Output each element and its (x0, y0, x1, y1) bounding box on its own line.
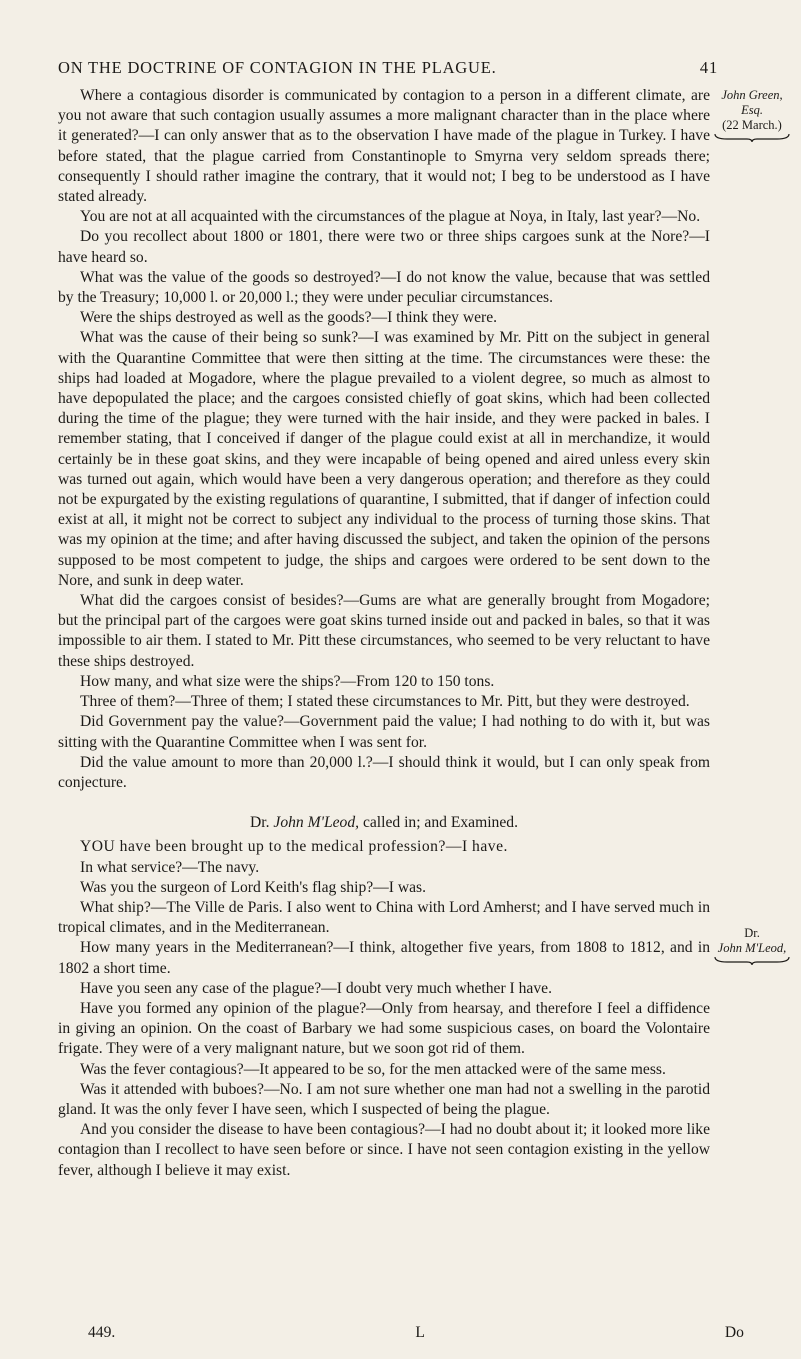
catchword: Do (724, 1324, 744, 1341)
main-text (58, 86, 710, 1181)
sheet-number: 449. (88, 1324, 116, 1341)
margin-witness-2-name: John M'Leod, (717, 941, 787, 955)
brace-icon (713, 956, 791, 966)
paragraph: In what service?—The navy. (80, 858, 260, 876)
paragraph: Where a contagious disorder is communicated by contagion to a person in a different climate, are you not aware that such contagion usually assumes a more malignant character than in the place where it generated?—I can only answer that as to the observation I have made of the plague in Turkey. I have before stated, that the plague carried from Constantinople to Smyrna very seldom spreads there; consequently I should rather imagine the contrary, that it would not; I beg to be understood as I have stated already. (58, 87, 710, 206)
margin-witness-1-date: (22 March.) (722, 118, 782, 132)
page-footer (88, 1324, 744, 1342)
paragraph: What did the cargoes consist of besides?—Gums are what are generally brought from Mogadore; but the principal part of the cargoes were goat skins turned inside out and packed in bales, so that it was impossible to air them. I stated to Mr. Pitt these circumstances, who seemed to be very reluctant to have these ships destroyed. (58, 592, 710, 670)
witness-heading (58, 813, 710, 833)
paragraph: How many years in the Mediterranean?—I think, altogether five years, from 1808 to 1812, and in 1802 a short time. (58, 939, 710, 977)
paragraph: Was it attended with buboes?—No. I am not sure whether one man had not a swelling in the parotid gland. It was the only fever I have seen, which I suspected of being the plague. (58, 1080, 710, 1118)
paragraph: What was the value of the goods so destroyed?—I do not know the value, because that was settled by the Treasury; 10,000 l. or 20,000 l.; they were under peculiar circumstances. (58, 268, 710, 307)
paragraph: YOU have been brought up to the medical profession?—I have. (80, 838, 508, 856)
heading-suffix: called in; and Examined. (359, 814, 518, 832)
paragraph: How many, and what size were the ships?—From 120 to 150 tons. (80, 672, 495, 690)
paragraph: And you consider the disease to have been contagious?—I had no doubt about it; it looked more like contagion than I recollect to have seen before or since. I have not seen contagion existing in the yellow fever, although I believe it may exist. (58, 1121, 710, 1179)
paragraph: What ship?—The Ville de Paris. I also went to China with Lord Amherst; and I have served much in tropical climates, and in the Mediterranean. (58, 898, 710, 937)
paragraph: Three of them?—Three of them; I stated these circumstances to Mr. Pitt, but they were destroyed. (80, 693, 690, 711)
page-number: 41 (699, 58, 718, 77)
paragraph: You are not at all acquainted with the circumstances of the plague at Noya, in Italy, last year?—No. (80, 208, 701, 226)
heading-prefix: Dr. (250, 814, 274, 832)
running-title: ON THE DOCTRINE OF CONTAGION IN THE PLAGUE. (58, 58, 497, 77)
brace-icon (713, 133, 791, 143)
paragraph: Was the fever contagious?—It appeared to be so, for the men attacked were of the same mess. (80, 1060, 666, 1078)
margin-note-witness-2 (712, 926, 792, 966)
running-head (58, 58, 718, 78)
margin-witness-1-suffix: Esq. (741, 103, 763, 117)
paragraph: What was the cause of their being so sunk?—I was examined by Mr. Pitt on the subject in general with the Quarantine Committee that were then sitting at the time. The circumstances were these: the ships had loaded at Mogadore, where the plague prevailed to a violent degree, so much as almost to have depopulated the place; and the cargoes consisted chiefly of goat skins, which had been collected during the time of the plague; they were turned with the hair inside, and they were packed in bales. I remember stating, that I conceived if danger of the plague could exist at all in merchandize, it would certainly be in these goat skins, and they were incapable of being opened and aired unless every skin was turned out again, which would have been a very dangerous operation; and therefore as they could not be expurgated by the existing regulations of quarantine, I submitted, that if danger of infection could exist at all, it might not be correct to subject any individual to the process of turning those skins. That was my opinion at the time; and after having discussed the subject, and taken the opinion of the persons supposed to be most competent to judge, the ships and cargoes were ordered to be sent down to the Nore, and sunk in deep water. (58, 329, 710, 589)
margin-witness-1-name: John Green, (721, 88, 783, 102)
paragraph: Was you the surgeon of Lord Keith's flag ship?—I was. (80, 878, 426, 896)
signature-mark: L (415, 1324, 425, 1341)
paragraph: Have you seen any case of the plague?—I doubt very much whether I have. (80, 979, 552, 997)
margin-note-witness-1 (712, 88, 792, 143)
paragraph: Do you recollect about 1800 or 1801, there were two or three ships cargoes sunk at the Nore?—I have heard so. (58, 228, 710, 266)
paragraph: Were the ships destroyed as well as the goods?—I think they were. (80, 309, 498, 327)
heading-name: John M'Leod, (273, 814, 360, 832)
paragraph: Have you formed any opinion of the plague?—Only from hearsay, and therefore I feel a diffidence in giving an opinion. On the coast of Barbary we had some suspicious cases, on board the Volontaire frigate. They were of a very malignant nature, but we soon got rid of them. (58, 999, 710, 1058)
margin-witness-2-title: Dr. (744, 926, 760, 940)
paragraph: Did the value amount to more than 20,000 l.?—I should think it would, but I can only speak from conjecture. (58, 753, 710, 791)
paragraph: Did Government pay the value?—Government paid the value; I had nothing to do with it, but was sitting with the Quarantine Committee when I was sent for. (58, 713, 710, 751)
